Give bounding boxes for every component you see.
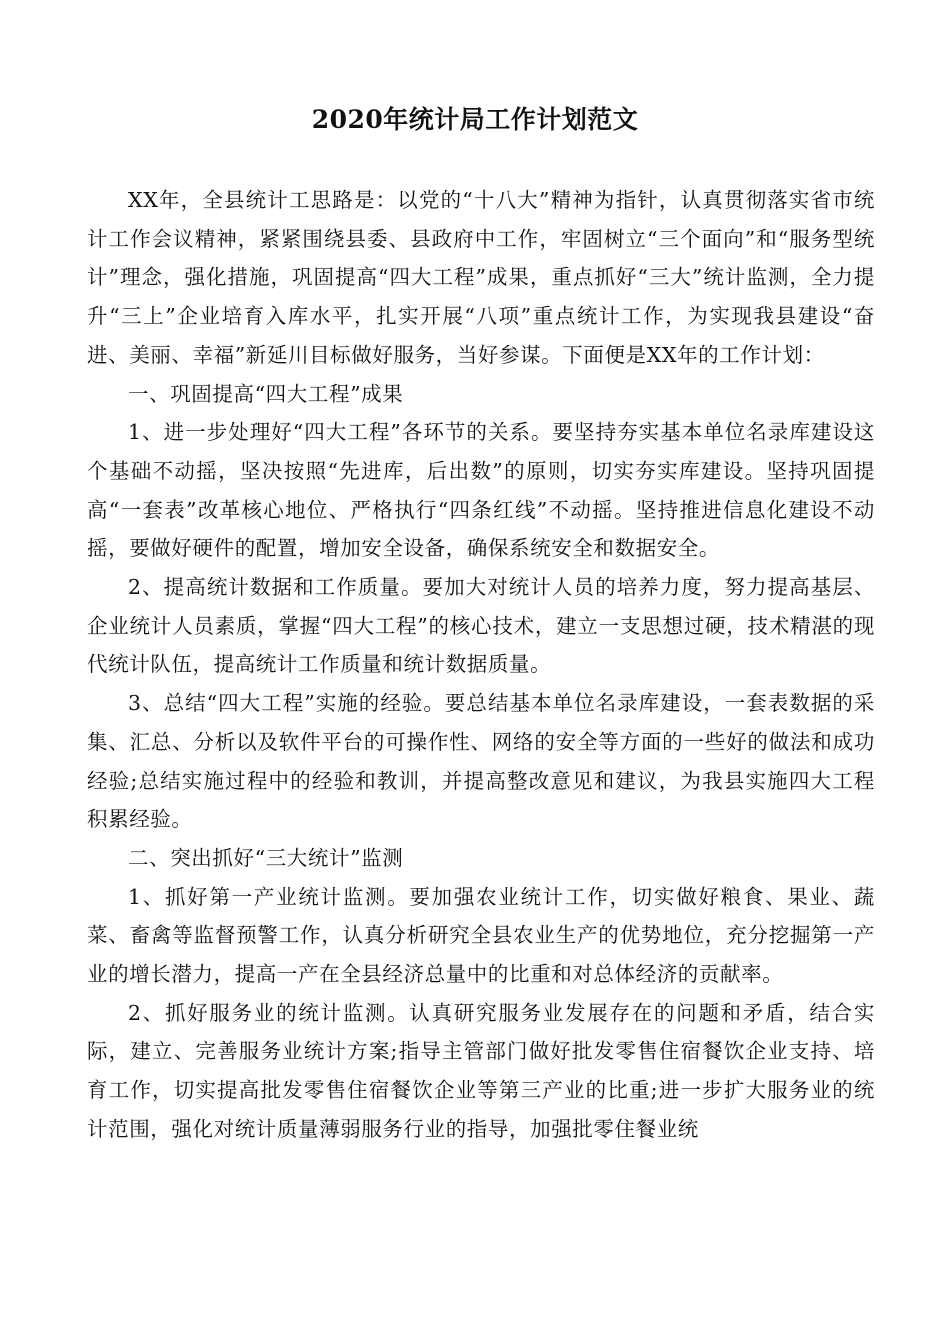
paragraph-2-1: 1、抓好第一产业统计监测。要加强农业统计工作，切实做好粮食、果业、蔬菜、畜禽等监督预警工作，认真分析研究全县农业生产的优势地位，充分挖掘第一产业的增长潜力，提高一产在全县经济总量中的比重和对总体经济的贡献率。: [87, 884, 875, 987]
paragraph-1-3: 3、总结“四大工程”实施的经验。要总结基本单位名录库建设，一套表数据的采集、汇总、分析以及软件平台的可操作性、网络的安全等方面的一些好的做法和成功经验;总结实施过程中的经验和教训，并提高整改意见和建议，为我县实施四大工程积累经验。: [87, 691, 875, 832]
section-heading-2: 二、突出抓好“三大统计”监测: [128, 845, 404, 870]
paragraph-intro: XX年，全县统计工思路是：以党的“十八大”精神为指针，认真贯彻落实省市统计工作会议精神，紧紧围绕县委、县政府中工作，牢固树立“三个面向”和“服务型统计”理念，强化措施，巩固提高“四大工程”成果，重点抓好“三大”统计监测，全力提升“三上”企业培育入库水平，扎实开展“八项”重点统计工作，为实现我县建设“奋进、美丽、幸福”新延川目标做好服务，当好参谋。下面便是XX年的工作计划：: [87, 188, 875, 367]
paragraph-1-1: 1、进一步处理好“四大工程”各环节的关系。要坚持夯实基本单位名录库建设这个基础不动摇，坚决按照“先进库，后出数”的原则，切实夯实库建设。坚持巩固提高“一套表”改革核心地位、严格执行“四条红线”不动摇。坚持推进信息化建设不动摇，要做好硬件的配置，增加安全设备，确保系统安全和数据安全。: [87, 420, 875, 561]
document-body: [87, 181, 875, 1149]
document-title: 2020年统计局工作计划范文: [311, 105, 639, 134]
paragraph-2-2: 2、抓好服务业的统计监测。认真研究服务业发展存在的问题和矛盾，结合实际，建立、完善服务业统计方案;指导主管部门做好批发零售住宿餐饮企业支持、培育工作，切实提高批发零售住宿餐饮企业等第三产业的比重;进一步扩大服务业的统计范围，强化对统计质量薄弱服务行业的指导，加强批零住餐业统: [87, 1000, 875, 1141]
paragraph-1-2: 2、提高统计数据和工作质量。要加大对统计人员的培养力度，努力提高基层、企业统计人员素质，掌握“四大工程”的核心技术，建立一支思想过硬，技术精湛的现代统计队伍，提高统计工作质量和统计数据质量。: [87, 575, 875, 677]
section-heading-1: 一、巩固提高“四大工程”成果: [128, 381, 404, 406]
